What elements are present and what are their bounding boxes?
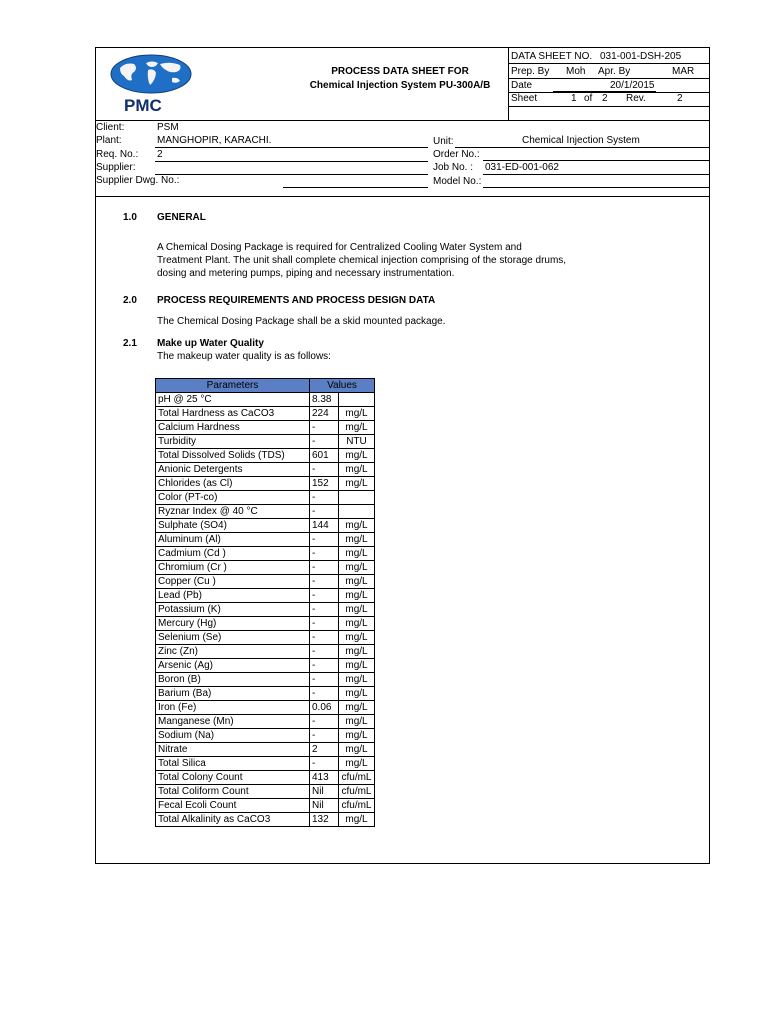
value-cell: - bbox=[310, 729, 339, 743]
unit-cell: mg/L bbox=[339, 729, 375, 743]
parameter-cell: pH @ 25 °C bbox=[156, 393, 310, 407]
client-value: PSM bbox=[157, 122, 179, 133]
section-2-title: PROCESS REQUIREMENTS AND PROCESS DESIGN DATA bbox=[157, 295, 436, 306]
job-underline bbox=[483, 174, 710, 175]
table-row bbox=[156, 701, 375, 715]
parameter-cell: Potassium (K) bbox=[156, 603, 310, 617]
rev-value: 2 bbox=[677, 93, 683, 104]
req-label: Req. No.: bbox=[96, 149, 139, 160]
unit-cell: cfu/mL bbox=[339, 799, 375, 813]
table-row bbox=[156, 771, 375, 785]
value-cell: - bbox=[310, 575, 339, 589]
value-cell: Nil bbox=[310, 799, 339, 813]
unit-cell: mg/L bbox=[339, 477, 375, 491]
unit-cell bbox=[339, 505, 375, 519]
title-line-2: Chemical Injection System PU-300A/B bbox=[309, 80, 491, 91]
value-cell: 0.06 bbox=[310, 701, 339, 715]
value-cell: - bbox=[310, 533, 339, 547]
client-label: Client: bbox=[96, 122, 125, 133]
table-row bbox=[156, 687, 375, 701]
header-values: Values bbox=[310, 379, 375, 393]
plant-underline bbox=[155, 147, 428, 148]
table-row bbox=[156, 673, 375, 687]
table-row bbox=[156, 519, 375, 533]
value-cell: - bbox=[310, 589, 339, 603]
unit-cell: mg/L bbox=[339, 589, 375, 603]
unit-cell: mg/L bbox=[339, 449, 375, 463]
parameter-cell: Aluminum (Al) bbox=[156, 533, 310, 547]
value-cell: - bbox=[310, 435, 339, 449]
unit-value: Chemical Injection System bbox=[522, 135, 640, 146]
table-row bbox=[156, 589, 375, 603]
parameter-cell: Iron (Fe) bbox=[156, 701, 310, 715]
parameter-cell: Mercury (Hg) bbox=[156, 617, 310, 631]
unit-cell: mg/L bbox=[339, 743, 375, 757]
unit-cell: mg/L bbox=[339, 687, 375, 701]
unit-cell: mg/L bbox=[339, 561, 375, 575]
apr-by-label: Apr. By bbox=[598, 66, 631, 77]
header-row-line bbox=[508, 78, 710, 79]
parameter-cell: Copper (Cu ) bbox=[156, 575, 310, 589]
unit-cell: mg/L bbox=[339, 645, 375, 659]
unit-cell: mg/L bbox=[339, 519, 375, 533]
unit-cell: mg/L bbox=[339, 575, 375, 589]
supplier-dwg-label: Supplier Dwg. No.: bbox=[96, 175, 180, 186]
table-row bbox=[156, 743, 375, 757]
parameter-cell: Total Colony Count bbox=[156, 771, 310, 785]
table-row bbox=[156, 505, 375, 519]
table-row bbox=[156, 393, 375, 407]
value-cell: - bbox=[310, 673, 339, 687]
parameter-cell: Chromium (Cr ) bbox=[156, 561, 310, 575]
section-1-number: 1.0 bbox=[123, 212, 137, 223]
table-row bbox=[156, 421, 375, 435]
supplier-underline bbox=[155, 174, 428, 175]
value-cell: - bbox=[310, 715, 339, 729]
value-cell: - bbox=[310, 547, 339, 561]
value-cell: - bbox=[310, 491, 339, 505]
table-row bbox=[156, 603, 375, 617]
section-1-text: A Chemical Dosing Package is required for Centralized Cooling Water System and Treatment Plant. The unit shall complete chemical injection comprising of the storage drums, dosing and metering pumps, piping and necessary instrumentation. bbox=[157, 242, 567, 279]
unit-cell: cfu/mL bbox=[339, 771, 375, 785]
value-cell: 132 bbox=[310, 813, 339, 827]
model-label: Model No.: bbox=[433, 176, 482, 187]
unit-cell: mg/L bbox=[339, 407, 375, 421]
info-divider bbox=[95, 196, 710, 197]
parameter-cell: Total Dissolved Solids (TDS) bbox=[156, 449, 310, 463]
unit-cell bbox=[339, 491, 375, 505]
parameter-cell: Nitrate bbox=[156, 743, 310, 757]
unit-cell: cfu/mL bbox=[339, 785, 375, 799]
table-row bbox=[156, 715, 375, 729]
section-2-1-text: The makeup water quality is as follows: bbox=[157, 351, 331, 362]
section-2-1-title: Make up Water Quality bbox=[157, 338, 264, 349]
value-cell: 8.38 bbox=[310, 393, 339, 407]
job-value: 031-ED-001-062 bbox=[485, 162, 559, 173]
parameter-cell: Lead (Pb) bbox=[156, 589, 310, 603]
order-label: Order No.: bbox=[433, 149, 480, 160]
parameter-cell: Zinc (Zn) bbox=[156, 645, 310, 659]
header-divider bbox=[95, 120, 710, 121]
job-label: Job No. : bbox=[433, 162, 474, 173]
unit-cell: NTU bbox=[339, 435, 375, 449]
parameter-cell: Total Alkalinity as CaCO3 bbox=[156, 813, 310, 827]
parameter-cell: Total Coliform Count bbox=[156, 785, 310, 799]
table-row bbox=[156, 533, 375, 547]
value-cell: - bbox=[310, 617, 339, 631]
unit-cell: mg/L bbox=[339, 701, 375, 715]
unit-cell: mg/L bbox=[339, 631, 375, 645]
table-row bbox=[156, 729, 375, 743]
table-row bbox=[156, 813, 375, 827]
table-row bbox=[156, 435, 375, 449]
value-cell: - bbox=[310, 757, 339, 771]
sheet-number: 1 bbox=[571, 93, 577, 104]
value-cell: 224 bbox=[310, 407, 339, 421]
unit-cell: mg/L bbox=[339, 813, 375, 827]
unit-cell: mg/L bbox=[339, 463, 375, 477]
value-cell: 2 bbox=[310, 743, 339, 757]
parameter-cell: Cadmium (Cd ) bbox=[156, 547, 310, 561]
value-cell: Nil bbox=[310, 785, 339, 799]
parameter-cell: Fecal Ecoli Count bbox=[156, 799, 310, 813]
plant-label: Plant: bbox=[96, 135, 122, 146]
value-cell: - bbox=[310, 659, 339, 673]
table-row bbox=[156, 477, 375, 491]
parameter-cell: Ryznar Index @ 40 °C bbox=[156, 505, 310, 519]
value-cell: 413 bbox=[310, 771, 339, 785]
parameter-cell: Anionic Detergents bbox=[156, 463, 310, 477]
of-label: of bbox=[584, 93, 593, 104]
unit-cell: mg/L bbox=[339, 617, 375, 631]
value-cell: - bbox=[310, 645, 339, 659]
parameter-cell: Sodium (Na) bbox=[156, 729, 310, 743]
parameter-cell: Total Hardness as CaCO3 bbox=[156, 407, 310, 421]
table-row bbox=[156, 449, 375, 463]
parameter-cell: Calcium Hardness bbox=[156, 421, 310, 435]
value-cell: - bbox=[310, 463, 339, 477]
table-row bbox=[156, 463, 375, 477]
globe-icon bbox=[110, 54, 192, 94]
table-header-row bbox=[156, 379, 375, 393]
value-cell: - bbox=[310, 687, 339, 701]
unit-cell bbox=[339, 393, 375, 407]
value-cell: 152 bbox=[310, 477, 339, 491]
table-row bbox=[156, 645, 375, 659]
parameter-cell: Barium (Ba) bbox=[156, 687, 310, 701]
plant-value: MANGHOPIR, KARACHI. bbox=[157, 135, 272, 146]
date-value: 20/1/2015 bbox=[610, 80, 655, 91]
value-cell: 601 bbox=[310, 449, 339, 463]
prep-by-label: Prep. By bbox=[511, 66, 550, 77]
data-sheet-no: 031-001-DSH-205 bbox=[600, 51, 682, 62]
parameter-cell: Manganese (Mn) bbox=[156, 715, 310, 729]
header-row-line bbox=[508, 63, 710, 64]
unit-cell: mg/L bbox=[339, 715, 375, 729]
data-sheet-no-label: DATA SHEET NO. bbox=[511, 51, 593, 62]
value-cell: - bbox=[310, 505, 339, 519]
parameter-cell: Color (PT-co) bbox=[156, 491, 310, 505]
company-name: PMC bbox=[124, 96, 162, 115]
apr-by-value: MAR bbox=[672, 66, 695, 77]
section-2-number: 2.0 bbox=[123, 295, 137, 306]
value-cell: 144 bbox=[310, 519, 339, 533]
table-row bbox=[156, 547, 375, 561]
unit-underline bbox=[455, 147, 710, 148]
table-row bbox=[156, 575, 375, 589]
unit-cell: mg/L bbox=[339, 533, 375, 547]
table-row bbox=[156, 631, 375, 645]
table-row bbox=[156, 561, 375, 575]
section-1-title: GENERAL bbox=[157, 212, 206, 223]
value-cell: - bbox=[310, 561, 339, 575]
title-line-1: PROCESS DATA SHEET FOR bbox=[331, 66, 469, 77]
unit-cell: mg/L bbox=[339, 547, 375, 561]
header-parameters: Parameters bbox=[156, 379, 310, 393]
parameter-cell: Total Silica bbox=[156, 757, 310, 771]
table-row bbox=[156, 491, 375, 505]
parameter-cell: Selenium (Se) bbox=[156, 631, 310, 645]
order-underline bbox=[483, 160, 710, 161]
parameter-cell: Sulphate (SO4) bbox=[156, 519, 310, 533]
table-row bbox=[156, 757, 375, 771]
sheet-total: 2 bbox=[602, 93, 608, 104]
table-row bbox=[156, 799, 375, 813]
table-row bbox=[156, 617, 375, 631]
unit-cell: mg/L bbox=[339, 603, 375, 617]
section-2-1-number: 2.1 bbox=[123, 338, 137, 349]
unit-cell: mg/L bbox=[339, 421, 375, 435]
supplier-dwg-underline bbox=[283, 187, 428, 188]
parameter-cell: Arsenic (Ag) bbox=[156, 659, 310, 673]
value-cell: - bbox=[310, 421, 339, 435]
table-row bbox=[156, 407, 375, 421]
unit-cell: mg/L bbox=[339, 757, 375, 771]
company-logo bbox=[110, 54, 192, 97]
sheet-label: Sheet bbox=[511, 93, 538, 104]
table-row bbox=[156, 785, 375, 799]
water-quality-table bbox=[155, 378, 375, 827]
prep-by-value: Moh bbox=[566, 66, 586, 77]
header-row-line bbox=[508, 106, 710, 107]
date-label: Date bbox=[511, 80, 533, 91]
rev-label: Rev. bbox=[626, 93, 646, 104]
unit-cell: mg/L bbox=[339, 659, 375, 673]
supplier-label: Supplier: bbox=[96, 162, 136, 173]
unit-cell: mg/L bbox=[339, 673, 375, 687]
req-underline bbox=[155, 161, 428, 162]
section-2-text: The Chemical Dosing Package shall be a skid mounted package. bbox=[157, 316, 446, 327]
table-row bbox=[156, 659, 375, 673]
req-value: 2 bbox=[157, 149, 163, 160]
value-cell: - bbox=[310, 631, 339, 645]
parameter-cell: Boron (B) bbox=[156, 673, 310, 687]
value-cell: - bbox=[310, 603, 339, 617]
unit-label: Unit: bbox=[433, 136, 454, 147]
parameter-cell: Chlorides (as Cl) bbox=[156, 477, 310, 491]
parameter-cell: Turbidity bbox=[156, 435, 310, 449]
model-underline bbox=[483, 187, 710, 188]
